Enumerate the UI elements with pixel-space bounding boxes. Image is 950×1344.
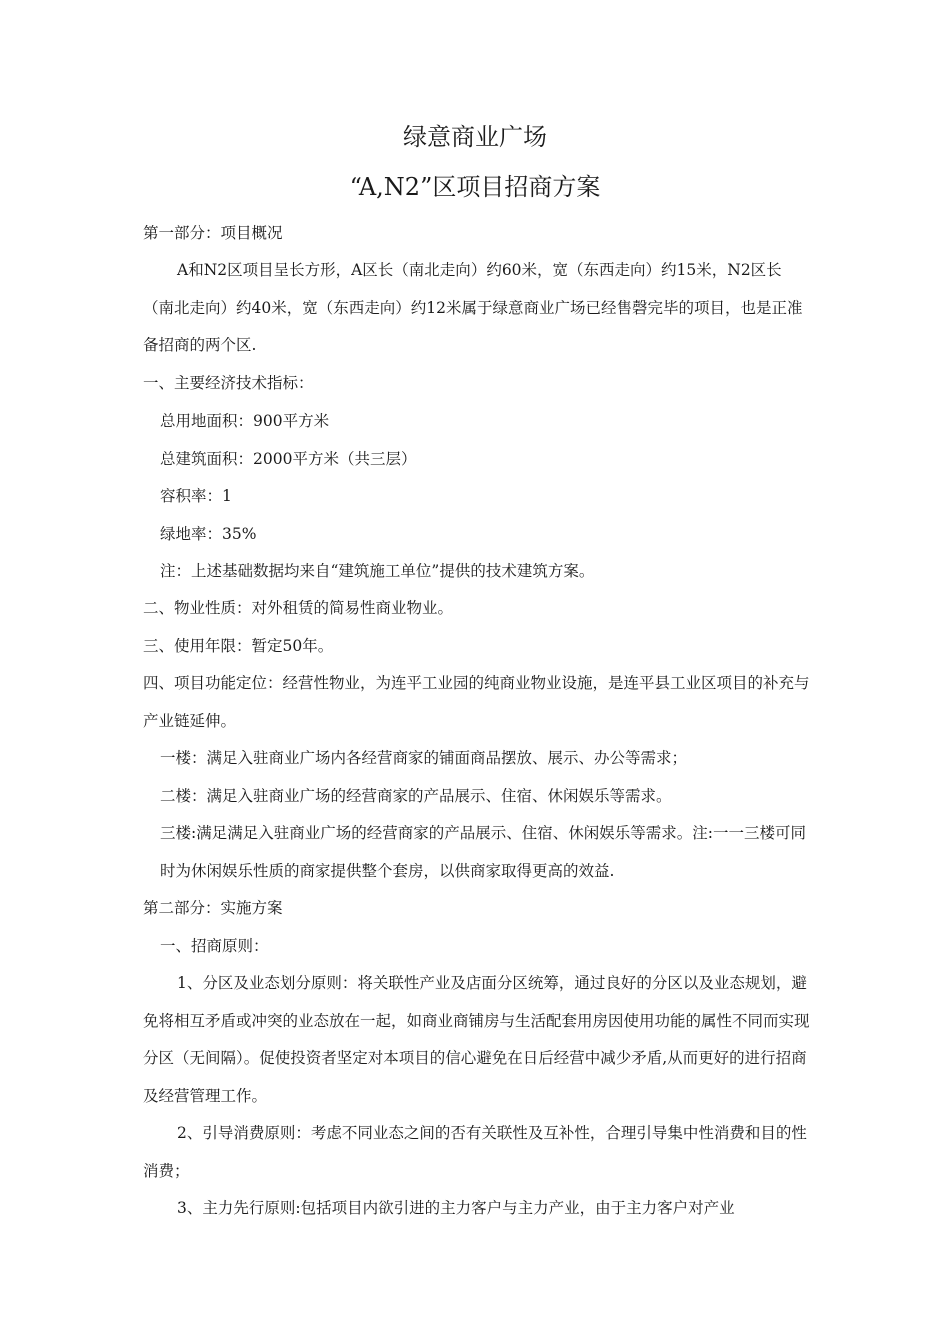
indicator-plot-ratio: 容积率：1 [160, 487, 232, 505]
indicator-green-ratio: 绿地率：35% [160, 525, 257, 543]
principle-guided-consumption: 2、引导消费原则：考虑不同业态之间的否有关联性及互补性，合理引导集中性消费和目的性消费； [143, 1124, 807, 1180]
overview-paragraph: A和N2区项目呈长方形，A区长（南北走向）约60米，宽（东西走向）约15米，N2区长（南北走向）约40米，宽（东西走向）约12米属于绿意商业广场已经售磬完毕的项目，也是正准备招商的两个区. [143, 261, 803, 354]
principle-anchor-first: 3、主力先行原则:包括项目内欲引进的主力客户与主力产业，由于主力客户对产业 [177, 1199, 735, 1217]
data-source-note: 注：上述基础数据均来自“建筑施工单位”提供的技术建筑方案。 [160, 562, 595, 580]
part1-heading: 第一部分：项目概况 [143, 224, 283, 242]
indicators-heading: 一、主要经济技术指标： [143, 374, 314, 392]
part2-heading: 第二部分：实施方案 [143, 899, 283, 917]
indicator-building-area: 总建筑面积：2000平方米（共三层） [160, 450, 417, 468]
principle-zoning: 1、分区及业态划分原则：将关联性产业及店面分区统筹，通过良好的分区以及业态规划，避免将相互矛盾或冲突的业态放在一起，如商业商铺房与生活配套用房因使用功能的属性不同而实现分区（无间隔）。促使投资者坚定对本项目的信心避免在日后经营中减少矛盾,从而更好的进行招商及经营管理工作。 [143, 974, 810, 1105]
document-subtitle: “A,N2”区项目招商方案 [349, 173, 601, 201]
usage-period: 三、使用年限：暂定50年。 [143, 637, 334, 655]
floor2-description: 二楼：满足入驻商业广场的经营商家的产品展示、住宿、休闲娱乐等需求。 [160, 787, 672, 805]
indicator-land-area: 总用地面积：900平方米 [160, 412, 330, 430]
floor1-description: 一楼：满足入驻商业广场内各经营商家的铺面商品摆放、展示、办公等需求； [160, 749, 688, 767]
floor3-description: 三楼:满足满足入驻商业广场的经营商家的产品展示、住宿、休闲娱乐等需求。注:一一三楼可同时为休闲娱乐性质的商家提供整个套房，以供商家取得更高的效益. [160, 824, 806, 880]
document-title: 绿意商业广场 [403, 123, 547, 151]
function-positioning: 四、项目功能定位：经营性物业，为连平工业园的纯商业物业设施，是连平县工业区项目的补充与产业链延伸。 [143, 674, 810, 730]
principles-heading: 一、招商原则： [160, 937, 269, 955]
property-nature: 二、物业性质：对外租赁的简易性商业物业。 [143, 599, 454, 617]
